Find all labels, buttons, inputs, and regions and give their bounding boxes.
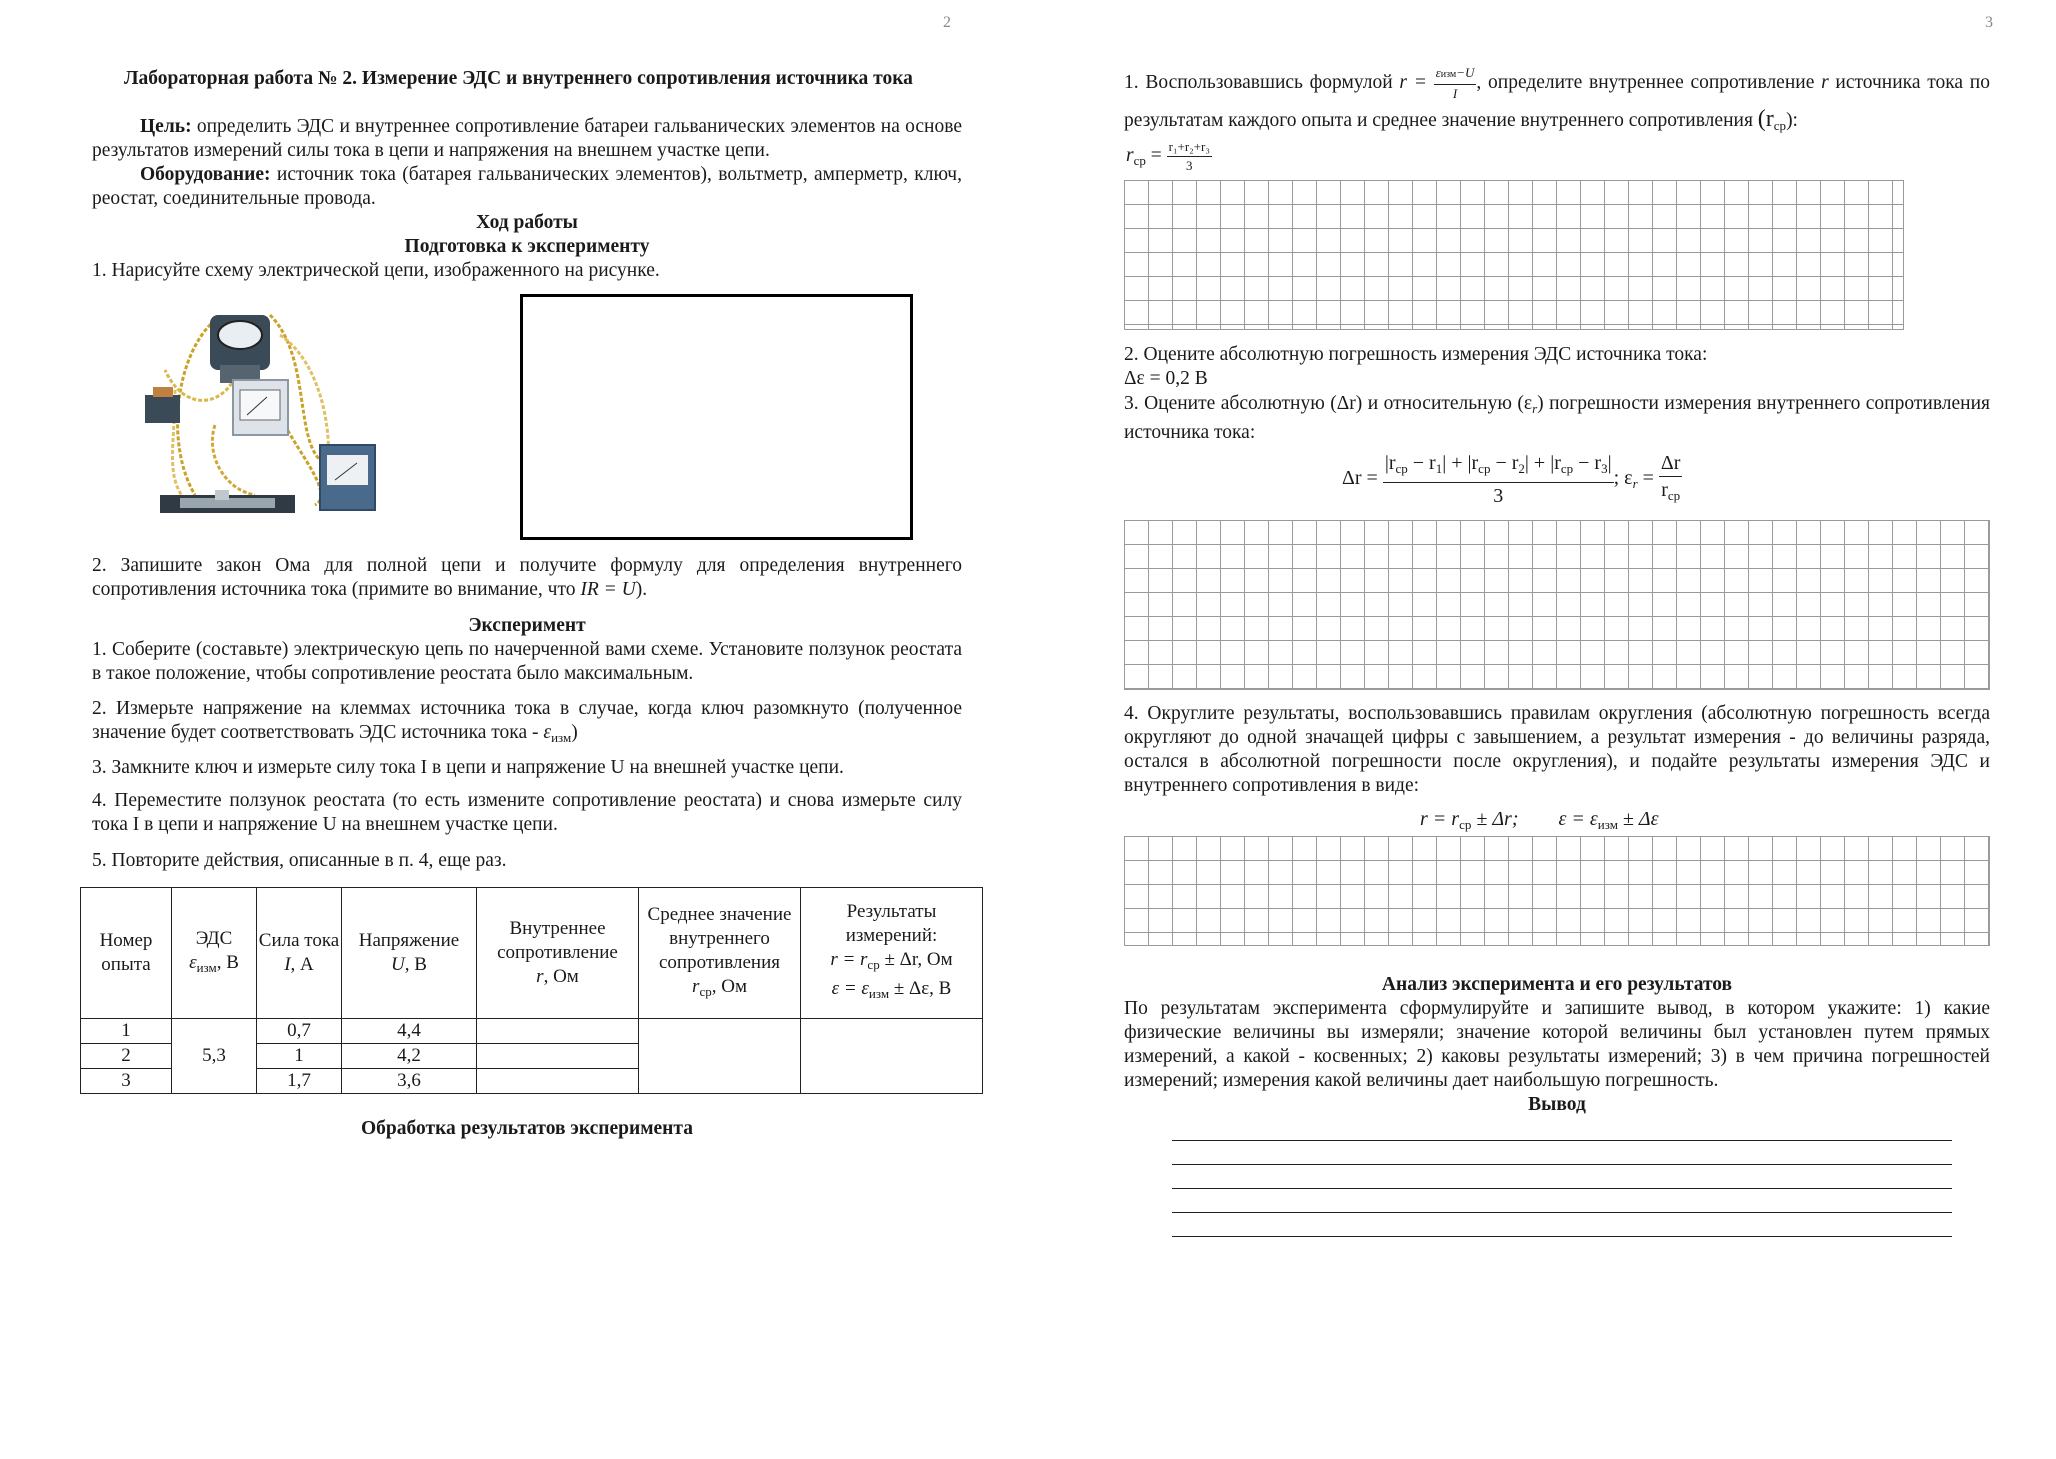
exp-step-5: 5. Повторите действия, описанные в п. 4, еще раз.	[92, 850, 507, 871]
proc-step-4: 4. Округлите результаты, воспользовавшись правилам округления (абсолютную погрешность всегда округляют до одной значащей цифры с завышением, а результат измерения - до величины разряда, остался в абсолютной погрешности после округления), и подайте результаты измерения ЭДС и внутреннего сопротивления в виде:	[1124, 703, 1990, 796]
experiment-heading: Эксперимент	[468, 615, 586, 636]
analysis-heading: Анализ эксперимента и его результатов	[1381, 974, 1733, 995]
cell-num: 2	[81, 1044, 172, 1069]
table-header-row	[81, 888, 983, 1019]
exp-step-1: 1. Соберите (составьте) электрическую цепь по начерченной вами схеме. Установите ползунок реостата в такое положение, чтобы сопротивление реостата было максимальным.	[92, 639, 962, 684]
average-formula: $r_{ср}$ = $\frac{\text{r₁+r₂+r₃}}{3}$	[1126, 139, 1210, 173]
proc-step-1: 1. Воспользовавшись формулой r = $\frac{\text{εизм−U}}{I}$ , определите внутреннее сопротивление r источника тока по результатам каждого опыта и среднее значение внутреннего сопротивления $(r_{ср})$:	[1124, 65, 1990, 133]
header-current: Сила тока I, А	[257, 888, 342, 1019]
equipment-paragraph: Оборудование: источник тока (батарея гальванических элементов), вольтметр, амперметр, ключ, реостат, соединительные провода.	[92, 164, 962, 209]
header-average-resistance: Среднее значение внутреннего сопротивления $r_{ср}$, Ом	[639, 888, 801, 1019]
processing-heading: Обработка результатов эксперимента	[361, 1118, 693, 1139]
analysis-paragraph: По результатам эксперимента сформулируйте и запишите вывод, в котором укажите: 1) какие физические величины вы измеряли; значение которой величины был установлен путем прямых измерений, а какой - косвенных; 2) каковы результаты измерений; 3) в чем причина погрешностей измерений; измерения какой величины дает наибольшую погрешность.	[1124, 998, 1990, 1091]
cell-results[interactable]	[801, 1019, 983, 1094]
results-table	[80, 887, 983, 1094]
exp-step-3: 3. Замкните ключ и измерьте силу тока I в цепи и напряжение U на внешней участке цепи.	[92, 757, 844, 778]
circuit-drawing-box[interactable]	[520, 294, 913, 540]
proc-step-2: 2. Оцените абсолютную погрешность измерения ЭДС источника тока:	[1124, 344, 1708, 365]
prep-heading: Подготовка к эксперименту	[404, 236, 650, 257]
answer-line[interactable]	[1172, 1236, 1952, 1237]
cell-internal-resistance[interactable]	[477, 1044, 639, 1069]
cell-num: 3	[81, 1069, 172, 1094]
grid-area-2[interactable]	[1124, 520, 1990, 690]
cell-internal-resistance[interactable]	[477, 1019, 639, 1044]
proc-step-3: 3. Оцените абсолютную (Δr) и относительную $(\varepsilon_r)$ погрешности измерения внутреннего сопротивления источника тока:	[1124, 393, 1990, 443]
cell-internal-resistance[interactable]	[477, 1069, 639, 1094]
cell-current: 1,7	[257, 1069, 342, 1094]
prep-step-1: 1. Нарисуйте схему электрической цепи, изображенного на рисунке.	[92, 260, 660, 281]
page-number: 3	[1985, 14, 1993, 31]
grid-area-3[interactable]	[1124, 836, 1990, 946]
answer-line[interactable]	[1172, 1140, 1952, 1141]
exp-step-4: 4. Переместите ползунок реостата (то есть измените сопротивление реостата) и снова измерьте силу тока I в цепи и напряжение U на внешнем участке цепи.	[92, 790, 962, 835]
cell-voltage: 3,6	[342, 1069, 477, 1094]
header-internal-resistance: Внутреннее сопротивление r, Ом	[477, 888, 639, 1019]
header-results: Результаты измерений: $r = r_{ср} \pm \Delta r$, Ом $\varepsilon = \varepsilon_{изм} \pm \Delta\varepsilon$, В	[801, 888, 983, 1019]
header-emf: ЭДС $\varepsilon_{изм}$, В	[172, 888, 257, 1019]
cell-current: 1	[257, 1044, 342, 1069]
cell-average-resistance[interactable]	[639, 1019, 801, 1094]
prep-step-2: 2. Запишите закон Ома для полной цепи и получите формулу для определения внутреннего сопротивления источника тока (примите во внимание, что IR = U).	[92, 555, 962, 600]
cell-voltage: 4,4	[342, 1019, 477, 1044]
abs-error-numerator: $|r_{ср} - r_1| + |r_{ср} - r_2| + |r_{ср} - r_3|$	[1383, 450, 1614, 483]
grid-area-1[interactable]	[1124, 180, 1904, 330]
cell-emf: 5,3	[172, 1019, 257, 1094]
table-row	[81, 1019, 983, 1044]
emf-error-value: Δε = 0,2 В	[1124, 368, 1208, 389]
circuit-apparatus-photo	[135, 295, 435, 535]
answer-line[interactable]	[1172, 1164, 1952, 1165]
procedure-heading: Ход работы	[476, 212, 578, 233]
cell-num: 1	[81, 1019, 172, 1044]
final-formula: $r = r_{ср} \pm \Delta r$; $\varepsilon = \varepsilon_{изм} \pm \Delta\varepsilon$	[1420, 808, 1659, 832]
goal-paragraph: Цель: определить ЭДС и внутреннее сопротивление батареи гальванических элементов на основе результатов измерений силы тока в цепи и напряжения на внешнем участке цепи.	[92, 116, 962, 161]
answer-line[interactable]	[1172, 1212, 1952, 1213]
cell-voltage: 4,2	[342, 1044, 477, 1069]
conclusion-heading: Вывод	[1528, 1094, 1586, 1115]
error-formulas: Δr = $\frac{|r_{ср} - r_1| + |r_{ср} - r_2| + |r_{ср} - r_3|}{3}$ ; $\varepsilon_r$ = $\frac{\Delta r}{r_{ср}}$	[1342, 452, 1681, 507]
header-voltage: Напряжение U, В	[342, 888, 477, 1019]
formula-fraction: $\frac{\text{εизм−U}}{I}$	[1435, 65, 1475, 101]
exp-step-2: 2. Измерьте напряжение на клеммах источника тока в случае, когда ключ разомкнуто (полученное значение будет соответствовать ЭДС источника тока - $\varepsilon_{изм}$)	[92, 698, 962, 745]
cell-current: 0,7	[257, 1019, 342, 1044]
lab-title: Лабораторная работа № 2. Измерение ЭДС и внутреннего сопротивления источника тока	[124, 68, 913, 89]
page-number: 2	[943, 14, 951, 31]
answer-line[interactable]	[1172, 1188, 1952, 1189]
header-num: Номер опыта	[81, 888, 172, 1019]
